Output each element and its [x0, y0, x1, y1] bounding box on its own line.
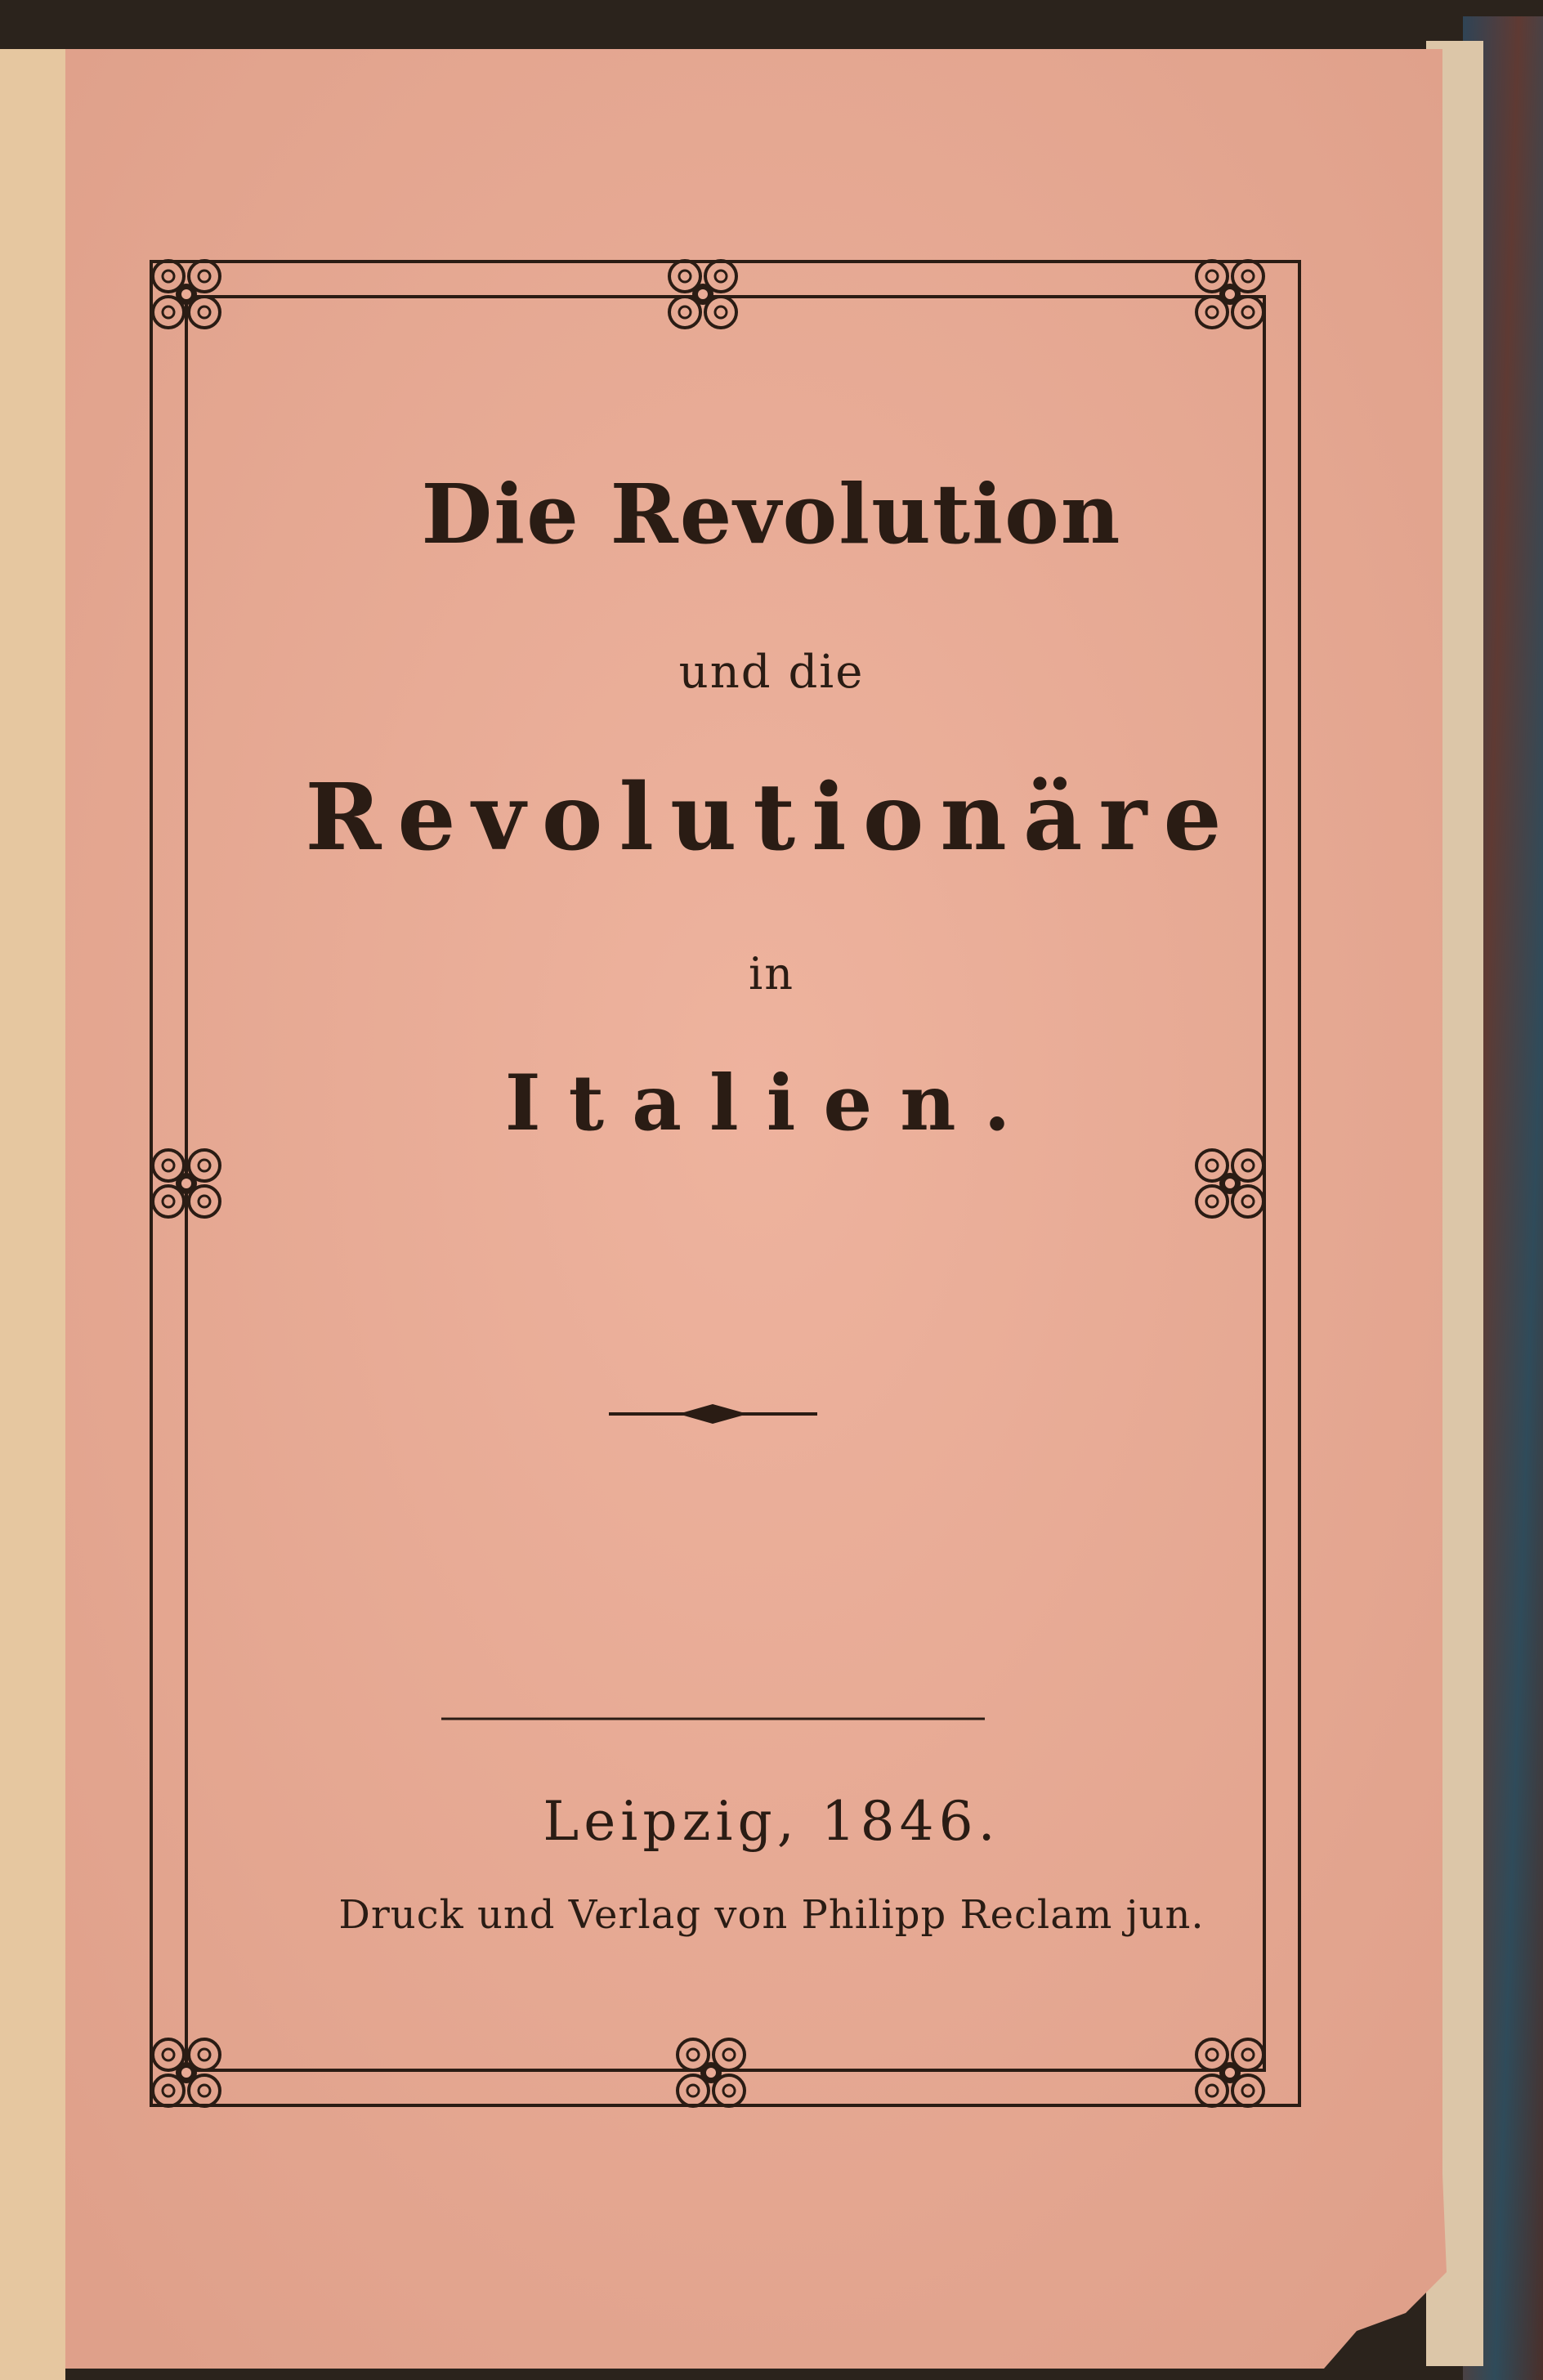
- imprint-place-year: Leipzig, 1846.: [543, 1790, 1000, 1853]
- title-line-3: Revolutionäre: [305, 764, 1238, 871]
- imprint-publisher: Druck und Verlag von Philipp Reclam jun.: [338, 1892, 1205, 1938]
- title-page: [65, 49, 1447, 2369]
- title-line-4: in: [748, 948, 795, 1000]
- title-line-2: und die: [678, 646, 865, 699]
- title-line-1: Die Revolution: [421, 466, 1122, 562]
- left-flyleaf: [0, 49, 65, 2380]
- title-line-5: Italien.: [504, 1058, 1039, 1148]
